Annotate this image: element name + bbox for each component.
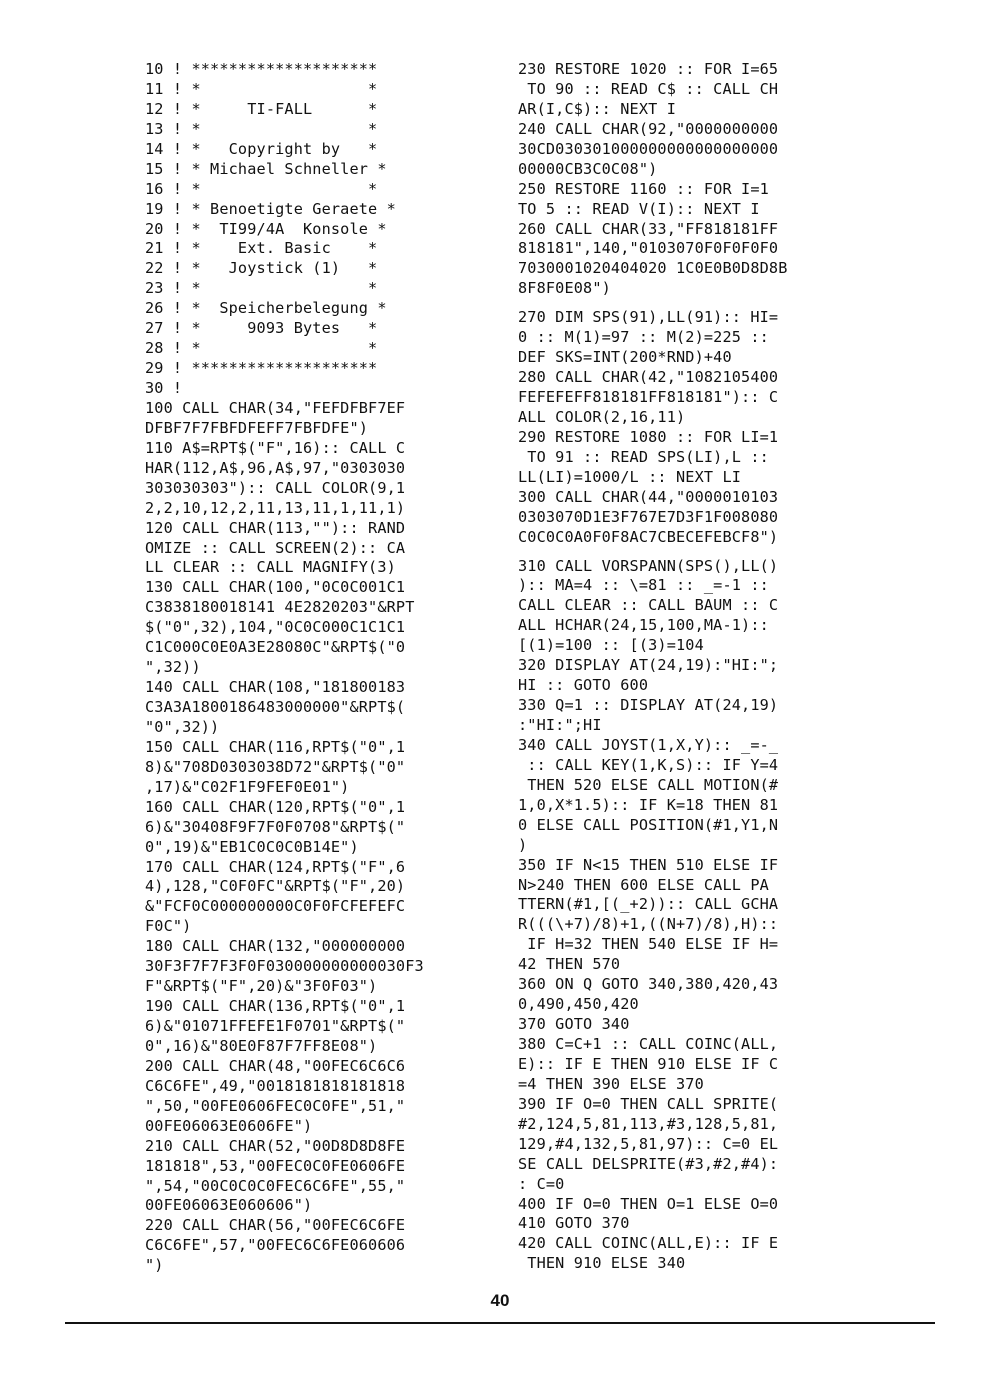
code-line: 26 ! * Speicherbelegung * [145,299,387,318]
code-line: C1C000C0E0A3E28080C"&RPT$("0 [145,638,406,657]
code-line: 00FE06063E060606") [145,1196,313,1215]
code-line: 210 CALL CHAR(52,"00D8D8D8FE [145,1136,406,1155]
code-line: 150 CALL CHAR(116,RPT$("0",1 [145,737,406,756]
code-line: 29 ! ******************** [145,359,378,378]
code-line: 360 ON Q GOTO 340,380,420,43 [518,975,779,994]
code-line: 120 CALL CHAR(113,""):: RAND [145,518,406,537]
code-line: 6)&"30408F9F7F0F0708"&RPT$(" [145,817,406,836]
code-line: 23 ! * * [145,279,378,298]
code-line: ") [145,1256,164,1275]
code-line: 290 RESTORE 1080 :: FOR LI=1 [518,427,779,446]
code-line: 220 CALL CHAR(56,"00FEC6C6FE [145,1216,406,1235]
code-line: 8F8F0E08") [518,279,611,298]
line-gap [518,548,868,557]
code-line: $("0",32),104,"0C0C000C1C1C1 [145,618,406,637]
code-line: 11 ! * * [145,79,378,98]
code-line: 30 ! [145,379,183,397]
code-line: DFBF7F7FBFDFEFF7FBFDFE") [145,418,369,437]
code-line: 340 CALL JOYST(1,X,Y):: _=-_ [518,735,779,754]
code-line: ALL HCHAR(24,15,100,MA-1):: [518,616,769,635]
code-line: 110 A$=RPT$("F",16):: CALL C [145,438,406,457]
line-gap [518,299,868,308]
code-line: 0",16)&"80E0F87F7FF8E08") [145,1036,378,1055]
code-line: :"HI:";HI [518,716,602,734]
code-line: THEN 910 ELSE 340 [518,1254,686,1273]
code-line: 00000CB3C0C08") [518,159,658,178]
code-line: 13 ! * * [145,119,378,138]
code-line: F"&RPT$("F",20)&"3F0F03") [145,977,378,996]
code-line: 300 CALL CHAR(44,"0000010103 [518,487,779,506]
left-listing-column [145,60,495,1276]
code-line: 310 CALL VORSPANN(SPS(),LL() [518,556,779,575]
code-line: 303030303"):: CALL COLOR(9,1 [145,478,406,497]
code-line: 27 ! * 9093 Bytes * [145,319,378,338]
code-line: 420 CALL COINC(ALL,E):: IF E [518,1234,779,1253]
code-line: C6C6FE",49,"0018181818181818 [145,1076,406,1095]
code-line: 0 ELSE CALL POSITION(#1,Y1,N [518,815,779,834]
code-line: 10 ! ******************** [145,60,378,78]
code-line: 160 CALL CHAR(120,RPT$("0",1 [145,797,406,816]
code-line: 410 GOTO 370 [518,1214,630,1233]
code-line: ALL COLOR(2,16,11) [518,407,686,426]
code-line: 170 CALL CHAR(124,RPT$("F",6 [145,857,406,876]
code-line: 250 RESTORE 1160 :: FOR I=1 [518,179,769,198]
code-line: SE CALL DELSPRITE(#3,#2,#4): [518,1154,779,1173]
page-number: 40 [490,1291,510,1310]
code-line: 7030001020404020 1C0E0B0D8D8B [518,259,788,278]
code-line: 130 CALL CHAR(100,"0C0C001C1 [145,578,406,597]
code-line: 400 IF O=0 THEN O=1 ELSE O=0 [518,1194,779,1213]
code-line: 200 CALL CHAR(48,"00FEC6C6C6 [145,1056,406,1075]
code-line: 180 CALL CHAR(132,"000000000 [145,937,406,956]
code-line: TO 90 :: READ C$ :: CALL CH [518,79,779,98]
code-line: 270 DIM SPS(91),LL(91):: HI= [518,308,779,327]
code-line: 8)&"708D0303038D72"&RPT$("0" [145,757,406,776]
code-line: 240 CALL CHAR(92,"0000000000 [518,119,779,138]
code-line: IF H=32 THEN 540 ELSE IF H= [518,935,779,954]
code-line: ,17)&"C02F1F9FEF0E01") [145,777,350,796]
code-line: 1,0,X*1.5):: IF K=18 THEN 81 [518,795,779,814]
code-line: 350 IF N<15 THEN 510 ELSE IF [518,855,779,874]
code-line: TO 5 :: READ V(I):: NEXT I [518,199,760,218]
code-line: ",54,"00C0C0C0FEC6C6FE",55," [145,1176,406,1195]
code-line: &"FCF0C000000000C0F0FCFEFEFC [145,897,406,916]
code-line: 260 CALL CHAR(33,"FF818181FF [518,219,779,238]
code-line: 280 CALL CHAR(42,"1082105400 [518,368,779,387]
footer-rule [65,1322,935,1324]
code-line: 30F3F7F7F3F0F030000000000030F3 [145,957,424,976]
code-line: 21 ! * Ext. Basic * [145,239,378,258]
code-line: ",32)) [145,658,201,677]
code-line: FEFEFEFF818181FF818181"):: C [518,388,779,406]
code-line: 100 CALL CHAR(34,"FEFDFBF7EF [145,398,406,417]
code-line: HAR(112,A$,96,A$,97,"0303030 [145,458,406,477]
code-line: TTERN(#1,[(_+2)):: CALL GCHA [518,895,779,914]
code-line: 370 GOTO 340 [518,1015,630,1034]
code-line: 12 ! * TI-FALL * [145,99,378,118]
code-line: AR(I,C$):: NEXT I [518,99,676,118]
code-line: 4),128,"C0F0FC"&RPT$("F",20) [145,877,406,896]
code-line: ):: MA=4 :: \=81 :: _=-1 :: [518,576,769,595]
code-line: 0",19)&"EB1C0C0C0B14E") [145,837,359,856]
code-line: TO 91 :: READ SPS(LI),L :: [518,447,769,466]
code-line: 230 RESTORE 1020 :: FOR I=65 [518,60,779,78]
code-line: 42 THEN 570 [518,955,621,974]
code-line: 320 DISPLAY AT(24,19):"HI:"; [518,656,779,675]
code-line: #2,124,5,81,113,#3,128,5,81, [518,1114,779,1133]
code-line: OMIZE :: CALL SCREEN(2):: CA [145,538,406,557]
code-line: 380 C=C+1 :: CALL COINC(ALL, [518,1035,779,1053]
code-line: ",50,"00FE0606FEC0C0FE",51," [145,1096,406,1115]
code-line: 20 ! * TI99/4A Konsole * [145,219,387,238]
code-line: 00FE06063E0606FE") [145,1116,313,1135]
code-line: [(1)=100 :: [(3)=104 [518,636,704,655]
code-line: 15 ! * Michael Schneller * [145,159,387,178]
code-line: LL CLEAR :: CALL MAGNIFY(3) [145,558,396,577]
code-line: :: CALL KEY(1,K,S):: IF Y=4 [518,755,779,774]
code-line: 19 ! * Benoetigte Geraete * [145,199,396,218]
code-line: 6)&"01071FFEFE1F0701"&RPT$(" [145,1017,406,1035]
code-line: LL(LI)=1000/L :: NEXT LI [518,467,742,486]
code-line: HI :: GOTO 600 [518,676,649,695]
code-line: 818181",140,"0103070F0F0F0F0 [518,239,779,258]
code-line: C6C6FE",57,"00FEC6C6FE060606 [145,1236,406,1255]
code-line: 28 ! * * [145,339,378,358]
code-line: ) [518,835,528,854]
code-line: N>240 THEN 600 ELSE CALL PA [518,875,769,894]
code-line: 390 IF O=0 THEN CALL SPRITE( [518,1094,779,1113]
code-line: 181818",53,"00FEC0C0FE0606FE [145,1156,406,1175]
code-line: "0",32)) [145,717,220,736]
code-line: 190 CALL CHAR(136,RPT$("0",1 [145,997,406,1016]
code-line: =4 THEN 390 ELSE 370 [518,1074,704,1093]
code-line: CALL CLEAR :: CALL BAUM :: C [518,596,779,615]
code-line: 30CD030301000000000000000000 [518,139,779,158]
right-listing-column [518,60,868,1274]
code-line: F0C") [145,917,192,936]
code-line: DEF SKS=INT(200*RND)+40 [518,348,732,367]
code-line: : C=0 [518,1174,565,1193]
code-line: 0303070D1E3F767E7D3F1F008080 [518,507,779,526]
code-line: E):: IF E THEN 910 ELSE IF C [518,1054,779,1073]
code-line: 0,490,450,420 [518,995,639,1014]
code-line: 330 Q=1 :: DISPLAY AT(24,19) [518,696,779,715]
code-line: 129,#4,132,5,81,97):: C=0 EL [518,1134,779,1153]
code-line: C3A3A1800186483000000"&RPT$( [145,698,406,716]
code-line: C0C0C0A0F0F8AC7CBECEFEBCF8") [518,527,779,546]
code-line: C3838180018141 4E2820203"&RPT [145,598,415,617]
code-line: 16 ! * * [145,179,378,198]
code-line: 22 ! * Joystick (1) * [145,259,378,278]
code-line: 0 :: M(1)=97 :: M(2)=225 :: [518,328,769,347]
code-line: 140 CALL CHAR(108,"181800183 [145,678,406,697]
code-line: THEN 520 ELSE CALL MOTION(# [518,775,779,794]
code-line: R(((\+7)/8)+1,((N+7)/8),H):: [518,915,779,934]
code-line: 14 ! * Copyright by * [145,139,378,158]
code-line: 2,2,10,12,2,11,13,11,1,11,1) [145,498,406,517]
